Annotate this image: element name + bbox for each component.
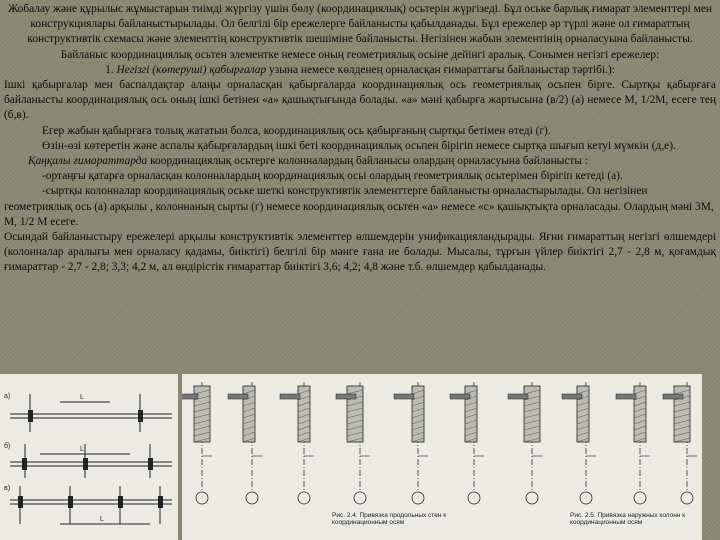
middle-columns-paragraph: -ортаңғы қатарға орналасқан колонналардың координациялық осьі олардың геометриялық осьтерімен бірігіп кетеді (а). bbox=[42, 170, 623, 183]
figure-spans-drawing bbox=[0, 374, 178, 540]
fig1-label-v: в) bbox=[4, 485, 11, 492]
fig1-span-2: L bbox=[80, 446, 84, 453]
caption-right: Рис. 2.5. Привязка наружных колонн к координационным осям bbox=[570, 512, 686, 526]
rule-1-paragraph bbox=[4, 63, 716, 78]
fig1-span-3: L bbox=[100, 516, 104, 523]
self-supporting-walls-paragraph: Өзін-өзі көтеретін және аспалы қабырғалардың ішкі беті координациялық осьпен бірігіп немесе сыртқа шығып кетуі мүмкін (д,е). bbox=[42, 139, 676, 152]
unification-paragraph: Осындай байланыстыру ережелері арқылы конструктивтік элементтер өлшемдерін унификацияландырады. Яғни ғимараттың негізгі өлшемдері (колонналар аралығы мен орналасу қадамы, биіктігі) белгілі бір мәнге ғана ие болады. Мысалы, тұрғын үйлер биіктігі 2,7 - 2,8 м, қоғамдық ғимараттар - 2,7 - 2,8; 3,3; 4,2 м, ал өндірістік ғимараттар биіктігі 3,6; 4,2; 4,8 және т.б. өлшемдер қабылданады. bbox=[4, 231, 716, 274]
rule-2-paragraph bbox=[4, 154, 716, 169]
figure-binding-schemes bbox=[182, 374, 702, 540]
rule-1-prefix: 1. bbox=[105, 63, 117, 76]
rule-2-italic: Қаңқалы ғимараттарда bbox=[28, 155, 148, 168]
intro-paragraph: Жобалау және құрылыс жұмыстарын тиімді жүргізу үшін бөлу (координациялық) осьтерін жүргізеді. Бұл оське барлық ғимарат элементтері мен конструкциялары байланыстырылады. Ол белгілі бір ережелерге байланысты қабылданады. Бұл ережелер әр түрлі және ол ғимараттың конструктивтік схемасы және элементтің конструктивтік шешіміне байланысты. Негізінен жабын элементінің орналасуына байланысты. Байланыс координациялық осьтен элементке немесе оның геометриялық осьіне дейінгі аралық. Сонымен негізгі ережелер: bbox=[8, 3, 712, 61]
internal-walls-paragraph: Ішкі қабырғалар мен баспалдақтар алаңы орналасқан қабырғаларда координациялық ось геометриялық осьпен бірге. Сыртқы қабырғаға байланысты координациялық ось оның ішкі бетінен «а» қашықтығында болады. «а» мәні қабырға жартысына (в/2) (а) немесе М, 1/2М, есеге тең (б,в). bbox=[4, 79, 716, 122]
rule-1-text: узына немесе көлденең орналасқан ғимараттағы байланыстар тәртібі.): bbox=[266, 63, 615, 76]
fig1-label-b: б) bbox=[4, 443, 11, 450]
figure-spans bbox=[0, 374, 178, 540]
fig1-span-1: L bbox=[80, 394, 84, 401]
document-text bbox=[4, 2, 716, 276]
outer-columns-paragraph: -сыртқы колонналар координациялық оське шеткі конструктивтік элементтерге байланысты орналастырылады. Ол негізінен геометриялық ось (а) арқылы , колоннаның сырты (г) немесе координациялық осьтен «а» немесе «с» қашықтықта орналасады. Олардың мәні 3М, М, 1/2 М есеге. bbox=[4, 185, 714, 228]
figures-area bbox=[0, 374, 720, 540]
rule-1-italic: Негізгі (көтеруші) қабырғалар bbox=[116, 63, 267, 76]
floor-on-wall-paragraph: Егер жабын қабырғаға толық жататын болса, координациялық ось қабырғаның сыртқы бетімен өтеді (г). bbox=[42, 124, 551, 137]
caption-left: Рис. 2.4. Привязка продольных стен к координационным осям bbox=[332, 512, 447, 526]
rule-2-text: координациялық осьтерге колонналардың байланысы олардың орналасуына байланысты : bbox=[147, 155, 589, 168]
fig1-label-a: а) bbox=[4, 393, 11, 400]
